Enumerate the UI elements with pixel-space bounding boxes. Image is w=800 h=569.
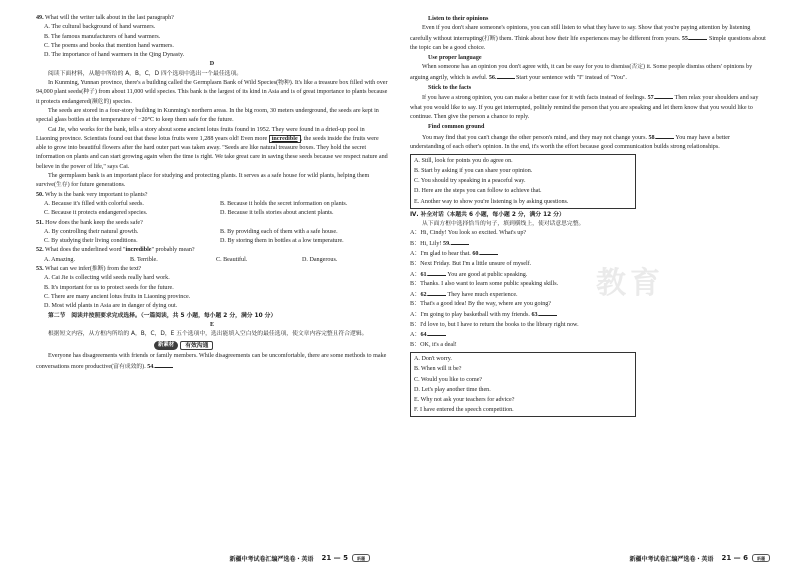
q53-option-c: C. There are many ancient lotus fruits in Liaoning province. <box>44 293 191 300</box>
choice-e: E. Another way to show you're listening is by asking questions. <box>414 198 569 205</box>
choice-b: B. Start by asking if you can share your opinion. <box>414 168 533 175</box>
heading-listen: Listen to their opinions <box>428 16 489 22</box>
left-footer <box>0 553 400 563</box>
publisher-logo-icon: 新疆 <box>752 554 770 562</box>
heading-language: Use proper language <box>428 55 482 62</box>
choices-box-dialog <box>410 352 636 417</box>
q53-option-d: D. Most wild plants in Asia are in danger of dying out. <box>44 303 178 310</box>
passage-d-letter: D <box>209 61 215 68</box>
answer-blank-61[interactable] <box>428 270 446 276</box>
dialog-line: B：I'd love to, but I have to return the books to the library right now. <box>410 321 579 328</box>
choice-a: A. Still, look for points you do agree on. <box>414 158 513 165</box>
section-4-instruction: 从下面方框中选择恰当的句子，填到横线上，使对话意思完整。 <box>422 220 585 227</box>
passage-d-instruction: 阅读下面材料，从题中所给的 A，B，C，D 四个选项中选出一个最佳选项。 <box>48 70 243 77</box>
q49-option-a: A. The cultural background of hand warmers. <box>44 24 156 31</box>
answer-blank-58[interactable] <box>656 133 674 139</box>
dialog-line: A：I'm glad to hear that. 60. <box>410 249 766 260</box>
answer-blank-57[interactable] <box>655 93 673 99</box>
answer-blank-63[interactable] <box>539 310 557 316</box>
paragraph-language: When someone has an opinion you don't agree with, it can be easy for you to dismiss(否定) it. Some people dismiss others' opinions by arguing angrily, which is awful. 56. Start your sentence with "I" instead of "You". <box>410 64 753 81</box>
dialog-line: B：Next Friday. But I'm a little unsure of myself. <box>410 261 532 267</box>
dialog-choice-c: C. Would you like to come? <box>414 376 483 383</box>
dialog-choice-d: D. Let's play another time then. <box>414 386 491 393</box>
right-footer <box>400 553 800 563</box>
page-number: 21 — 6 <box>721 554 748 562</box>
q49-option-c: C. The poems and books that mention hand warmers. <box>44 42 174 49</box>
dialog-line: A：62. They have much experience. <box>410 291 518 298</box>
choice-d: D. Here are the steps you can follow to achieve that. <box>414 188 542 195</box>
dialog-line: A：64. <box>410 330 766 341</box>
passage-e-paragraph-1: Everyone has disagreements with friends or family members. While disagreements can be uncomfortable, there are some methods to make conversations more productive(富有成效的). 54. <box>36 353 387 370</box>
heading-common-ground: Find common ground <box>428 124 485 131</box>
underlined-word-incredible: incredible <box>269 135 301 143</box>
dialog-line: B：OK, it's a deal! <box>410 341 457 348</box>
section-4-title: Ⅳ. 补全对话（本题共 6 小题，每小题 2 分，满分 12 分） <box>410 211 565 218</box>
dialog-line: A：61. You are good at public speaking. <box>410 271 528 278</box>
dialog <box>410 229 766 350</box>
answer-blank-55[interactable] <box>689 34 707 40</box>
q53-option-b: B. It's important for us to protect seeds for the future. <box>44 284 174 291</box>
footer-title: 新疆中考试卷汇编严选卷・英语 <box>629 555 714 563</box>
q50-options-row-1: A. Because it's filled with colorful seeds. B. Because it holds the secret information on plants. <box>44 200 348 207</box>
dialog-line: B：That's a good idea! By the way, where are you going? <box>410 301 551 308</box>
passage-e-letter: E <box>209 321 215 328</box>
section-2-title: 第二节 阅读并按照要求完成选择。（一篇阅读，共 5 小题，每小题 2 分，满分 10 分） <box>48 312 277 319</box>
passage-d-paragraph-3: Cai Jie, who works for the bank, tells a story about some ancient lotus fruits found in 1952. They were found in a dried-up pool in Liaoning province. Scientists found out that these lotus fruits were 1,288 years old! Even more incredible , the seeds inside the fruits were able to grow into beautiful flowers after the hard outer part was taken away. "Seeds are like natural treasure boxes. They hold the secret information on plants and can start growing again when the time is right. We take great care in saving these seeds because we respect nature and believe in the power of life," says Cai. <box>36 126 388 170</box>
dialog-choice-b: B. When will it be? <box>414 366 462 373</box>
question-52: 52. What does the underlined word "incredible" probably mean? <box>36 247 195 254</box>
q50-options-row-2: C. Because it protects endangered species. D. Because it tells stories about ancient plants. <box>44 210 334 217</box>
answer-blank-56[interactable] <box>497 73 515 79</box>
choice-c: C. You should try speaking in a peaceful way. <box>414 178 526 185</box>
passage-d-paragraph-1: In Kunming, Yunnan province, there's a building called the Germplasm Bank of Wild Species(物种). It's like a treasure box filled with over 94,000 plant seeds(种子) from about 11,000 wild species. This bank is the largest of its kind in Asia and is of great importance to plants because it protects endangered(濒危的) species. <box>36 80 388 105</box>
q51-options-row-2: C. By studying their living conditions. D. By storing them in bottles at a low temperature. <box>44 238 344 245</box>
paragraph-common-ground: You may find that you can't change the other person's mind, and they may not change yours. 58. You may have a better understanding of each other's opinion. In the end, it's worth the effort because good communication builds strong relationships. <box>410 134 730 150</box>
footer-title: 新疆中考试卷汇编严选卷・英语 <box>229 555 314 563</box>
publisher-logo-icon: 新疆 <box>352 554 370 562</box>
answer-blank-62[interactable] <box>428 290 446 296</box>
topic-badge <box>154 341 213 350</box>
dialog-choice-f: F. I have entered the speech competition. <box>414 406 514 413</box>
question-53: 53. What can we infer(推断) from the text? <box>36 266 142 273</box>
q52-options: A. Amazing. B. Terrible. C. Beautiful. D. Dangerous. <box>44 256 338 263</box>
dialog-line: B：Thanks. I also want to learn some public speaking skills. <box>410 281 559 288</box>
dialog-choice-a: A. Don't worry. <box>414 356 452 363</box>
passage-d-paragraph-2: The seeds are stored in a four-story building in Kunming's northern areas. In the big room, 30 meters underground, the seeds are kept in special glass bottles at the temperature of −20°C to keep them safe for the future. <box>36 107 379 124</box>
paragraph-listen: Even if you don't share someone's opinions, you can still listen to what they have to say. Show that you're paying attention by listening carefully without interrupting(打断) them. Think about how their life experiences may be different from yours. 55. Simple questions about the topic can be a good choice. <box>410 25 766 51</box>
choices-box-passage-e <box>410 154 636 208</box>
right-page <box>400 0 800 569</box>
heading-facts: Stick to the facts <box>428 85 472 92</box>
q53-option-a: A. Cai Jie is collecting wild seeds really hard work. <box>44 275 170 282</box>
dialog-choice-e: E. Why not ask your teachers for advice? <box>414 396 515 403</box>
watermark-text: 教育 <box>596 266 664 301</box>
q49-option-b: B. The famous manufacturers of hand warmers. <box>44 33 161 40</box>
effective-communication-badge: 有效沟通 <box>180 341 213 350</box>
question-50: 50. Why is the bank very important to plants? <box>36 191 148 198</box>
passage-e-instruction: 根据短文内容，从方框内所给的 A，B，C，D，E 五个选项中，选出能填入空白处的最佳选项，使文章内容完整且符合逻辑。 <box>48 331 368 338</box>
passage-d-paragraph-4: The germplasm bank is an important place for studying and protecting plants. It serves as a safe house for wild plants, helping them survive(生存) for future generations. <box>36 173 370 189</box>
q49-option-d: D. The importance of hand warmers in the Qing Dynasty. <box>44 52 185 59</box>
paragraph-facts: If you have a strong opinion, you can make a better case for it with facts instead of feelings. 57. Then relax your shoulders and say what you would like to say. If you get interrupted, politely remind the person that you are speaking and let them know that you would like to continue. Then give the person a chance to reply. <box>410 95 759 120</box>
page-number: 21 — 5 <box>321 554 348 562</box>
question-49: 49. What will the writer talk about in the last paragraph? <box>36 15 174 21</box>
dialog-line: A：I'm going to play basketball with my friends. 63. <box>410 310 766 321</box>
answer-blank-60[interactable] <box>480 249 498 255</box>
question-51: 51. How does the bank keep the seeds safe? <box>36 219 143 226</box>
dialog-line: B：Hi, Lily! 59. <box>410 239 766 250</box>
answer-blank-59[interactable] <box>451 239 469 245</box>
q51-options-row-1: A. By controlling their natural growth. B. By providing each of them with a safe house. <box>44 228 338 235</box>
new-material-badge: 新素材 <box>154 341 178 350</box>
answer-blank-64[interactable] <box>428 330 446 336</box>
answer-blank-54[interactable] <box>155 362 173 368</box>
dialog-line: A：Hi, Cindy! You look so excited. What's up? <box>410 230 527 237</box>
